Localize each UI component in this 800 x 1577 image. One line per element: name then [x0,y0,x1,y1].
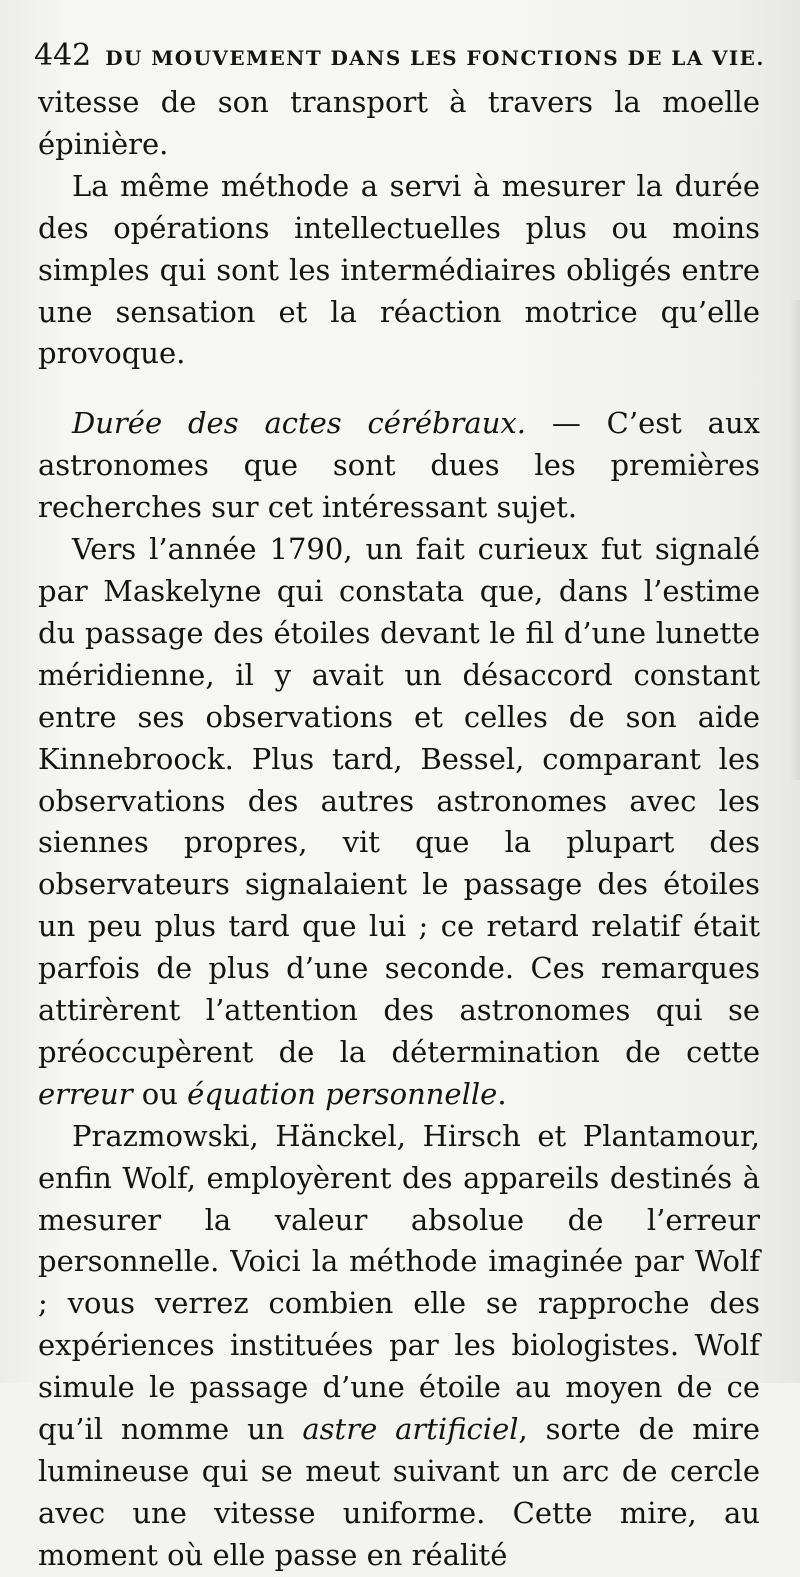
paragraph-text: ou [132,1076,188,1111]
running-header [34,36,765,78]
running-title: DU MOUVEMENT DANS LES FONCTIONS DE LA VIE. [105,46,765,70]
page-body [38,82,760,1577]
paragraph-maskelyne [38,529,760,1116]
page-number: 442 [34,38,92,73]
paragraph-section-duree [38,403,760,529]
section-heading: Durée des actes cérébraux. [72,406,526,441]
section-text: — C’est aux astronomes que sont dues les premières recherches sur cet intéressant sujet. [38,406,760,525]
paragraph-text: Vers l’année 1790, un fait curieux fut signalé par Maskelyne qui constata que, dans l’estime du passage des étoiles devant le fil d’une lunette méridienne, il y avait un désaccord constant entre ses observations et celles de son aide Kinnebroock. Plus tard, Bessel, comparant les observations des autres astronomes avec les siennes propres, vit que la plupart des observateurs signalaient le passage des étoiles un peu plus tard que lui ; ce retard relatif était parfois de plus d’une seconde. Ces remarques attirèrent l’attention des astronomes qui se préoccupèrent de la détermination de cette [38,532,760,1069]
paragraph-text: , sorte de mire lumineuse qui se meut suivant un arc de cercle avec une vitesse uniforme. Cette mire, au moment où elle passe en réalité [38,1412,760,1572]
italic-term-astre: astre artificiel [302,1412,519,1447]
paragraph-text: Prazmowski, Hänckel, Hirsch et Plantamour, enfin Wolf, employèrent des appareils destinés à mesurer la valeur absolue de l’erreur personnelle. Voici la méthode imaginée par Wolf ; vous verrez combien elle se rapproche des expériences instituées par les biologistes. Wolf simule le passage d’une étoile au moyen de ce qu’il nomme un [38,1118,760,1447]
paragraph-continuation: vitesse de son transport à travers la moelle épinière. [38,85,760,161]
page-edge-shadow [790,300,800,780]
paragraph-text: . [497,1076,507,1111]
italic-term-equation: équation personnelle [187,1076,498,1111]
paragraph-wolf [38,1116,760,1577]
paragraph-methode: La même méthode a servi à mesurer la durée des opérations intellectuelles plus ou moins simples qui sont les intermédiaires obligés entre une sensation et la réaction motrice qu’elle provoque. [38,168,760,371]
italic-term-erreur: erreur [38,1076,133,1111]
